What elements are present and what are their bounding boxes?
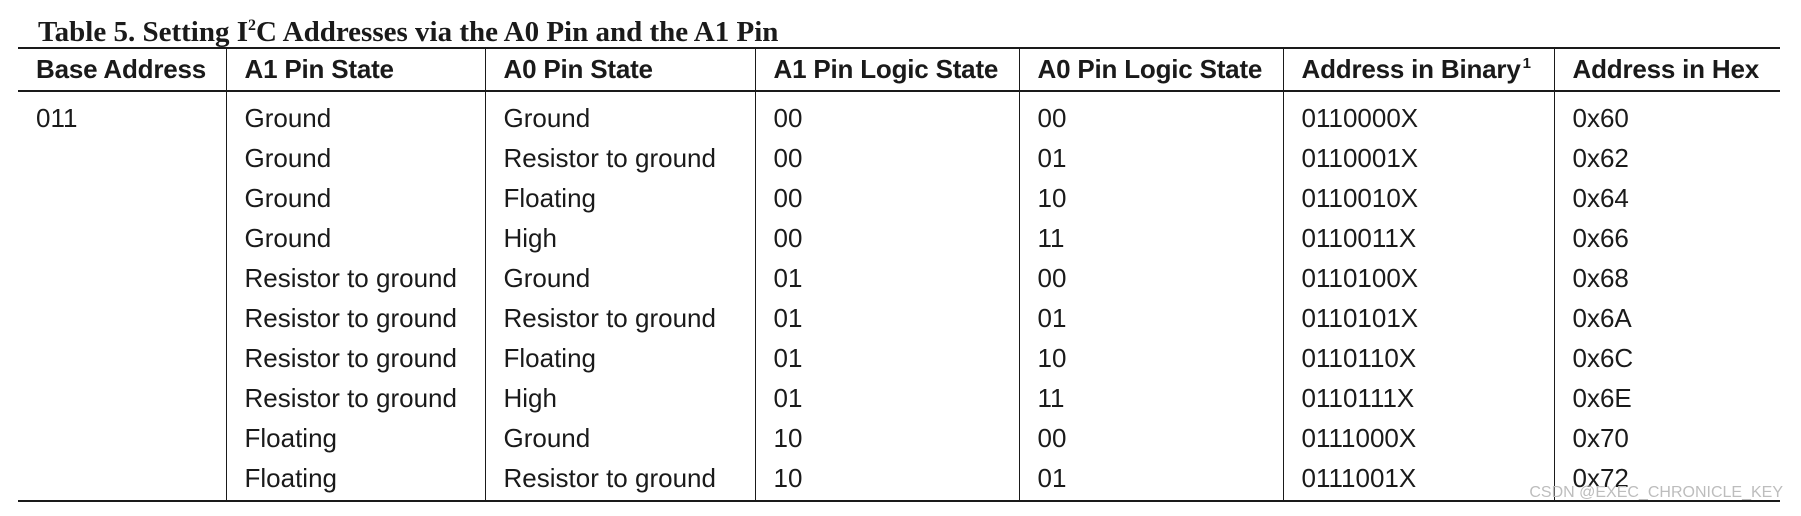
cell-a1-pin-state: Floating [226,418,485,458]
cell-address-hex: 0x64 [1554,178,1780,218]
header-row [18,48,1780,91]
cell-address-binary: 0111001X [1283,458,1554,501]
cell-address-binary: 0110000X [1283,91,1554,138]
cell-a0-logic-state: 01 [1019,458,1283,501]
cell-address-binary: 0110100X [1283,258,1554,298]
cell-a1-logic-state: 01 [755,378,1019,418]
cell-base-address [18,138,226,178]
cell-address-binary: 0110011X [1283,218,1554,258]
table-row [18,418,1780,458]
cell-base-address [18,258,226,298]
cell-a0-pin-state: Floating [485,178,755,218]
table-row [18,178,1780,218]
cell-a1-pin-state: Resistor to ground [226,378,485,418]
cell-address-hex: 0x66 [1554,218,1780,258]
caption-superscript: 2 [248,17,257,34]
cell-base-address [18,178,226,218]
cell-a1-logic-state: 01 [755,298,1019,338]
caption-prefix: Table 5. Setting I [38,16,249,48]
table-row [18,298,1780,338]
cell-a0-logic-state: 00 [1019,418,1283,458]
table-row [18,218,1780,258]
table-row [18,138,1780,178]
cell-a0-pin-state: Floating [485,338,755,378]
cell-a1-pin-state: Ground [226,218,485,258]
cell-base-address [18,218,226,258]
cell-a1-logic-state: 00 [755,178,1019,218]
caption-suffix: C Addresses via the A0 Pin and the A1 Pin [256,16,779,48]
cell-a1-pin-state: Resistor to ground [226,338,485,378]
cell-address-hex: 0x62 [1554,138,1780,178]
cell-base-address [18,338,226,378]
cell-address-binary: 0110101X [1283,298,1554,338]
cell-a1-pin-state: Ground [226,138,485,178]
cell-address-binary: 0111000X [1283,418,1554,458]
table-caption [38,6,778,52]
cell-address-hex: 0x60 [1554,91,1780,138]
table-row [18,258,1780,298]
cell-a1-logic-state: 00 [755,91,1019,138]
cell-a0-pin-state: Resistor to ground [485,298,755,338]
cell-base-address [18,418,226,458]
table-row [18,378,1780,418]
cell-base-address: 011 [36,102,78,133]
cell-a1-logic-state: 01 [755,338,1019,378]
cell-a0-logic-state: 01 [1019,138,1283,178]
header-a0-pin-logic-state: A0 Pin Logic State [1019,48,1283,91]
cell-a1-logic-state: 10 [755,458,1019,501]
header-address-in-hex: Address in Hex [1554,48,1780,91]
footnote-marker: 1 [1522,55,1531,72]
cell-a0-logic-state: 00 [1019,91,1283,138]
cell-base-address [18,458,226,501]
header-a0-pin-state: A0 Pin State [485,48,755,91]
cell-a1-logic-state: 10 [755,418,1019,458]
header-a1-pin-state: A1 Pin State [226,48,485,91]
table-row [18,91,1780,138]
cell-a0-pin-state: Ground [485,418,755,458]
cell-a0-pin-state: Resistor to ground [485,458,755,501]
cell-a0-logic-state: 10 [1019,338,1283,378]
watermark: CSDN @EXEC_CHRONICLE_KEY [1529,484,1783,501]
cell-base-address [18,378,226,418]
table-row [18,338,1780,378]
header-base-address: Base Address [18,48,226,91]
cell-a0-pin-state: Ground [485,258,755,298]
cell-address-binary: 0110001X [1283,138,1554,178]
cell-a1-pin-state: Ground [226,91,485,138]
cell-a1-pin-state: Floating [226,458,485,501]
cell-address-hex: 0x68 [1554,258,1780,298]
address-table [18,47,1780,502]
cell-a0-logic-state: 11 [1019,218,1283,258]
cell-base-address [18,298,226,338]
cell-a0-logic-state: 10 [1019,178,1283,218]
cell-a1-pin-state: Resistor to ground [226,258,485,298]
cell-address-hex: 0x72 [1554,458,1780,501]
cell-address-binary: 0110111X [1283,378,1554,418]
cell-address-hex: 0x6C [1554,338,1780,378]
header-a1-pin-logic-state: A1 Pin Logic State [755,48,1019,91]
cell-a1-pin-state: Resistor to ground [226,298,485,338]
cell-a0-logic-state: 11 [1019,378,1283,418]
cell-a1-pin-state: Ground [226,178,485,218]
cell-address-binary: 0110010X [1283,178,1554,218]
cell-a0-pin-state: High [485,378,755,418]
cell-address-hex: 0x6E [1554,378,1780,418]
cell-a0-logic-state: 00 [1019,258,1283,298]
table-row [18,458,1780,501]
cell-a0-logic-state: 01 [1019,298,1283,338]
header-address-in-binary: Address in Binary $^1$ [1283,48,1554,91]
cell-a1-logic-state: 00 [755,218,1019,258]
cell-a0-pin-state: High [485,218,755,258]
cell-a0-pin-state: Ground [485,91,755,138]
cell-a1-logic-state: 00 [755,138,1019,178]
cell-a0-pin-state: Resistor to ground [485,138,755,178]
cell-address-binary: 0110110X [1283,338,1554,378]
cell-address-hex: 0x70 [1554,418,1780,458]
cell-a1-logic-state: 01 [755,258,1019,298]
cell-address-hex: 0x6A [1554,298,1780,338]
